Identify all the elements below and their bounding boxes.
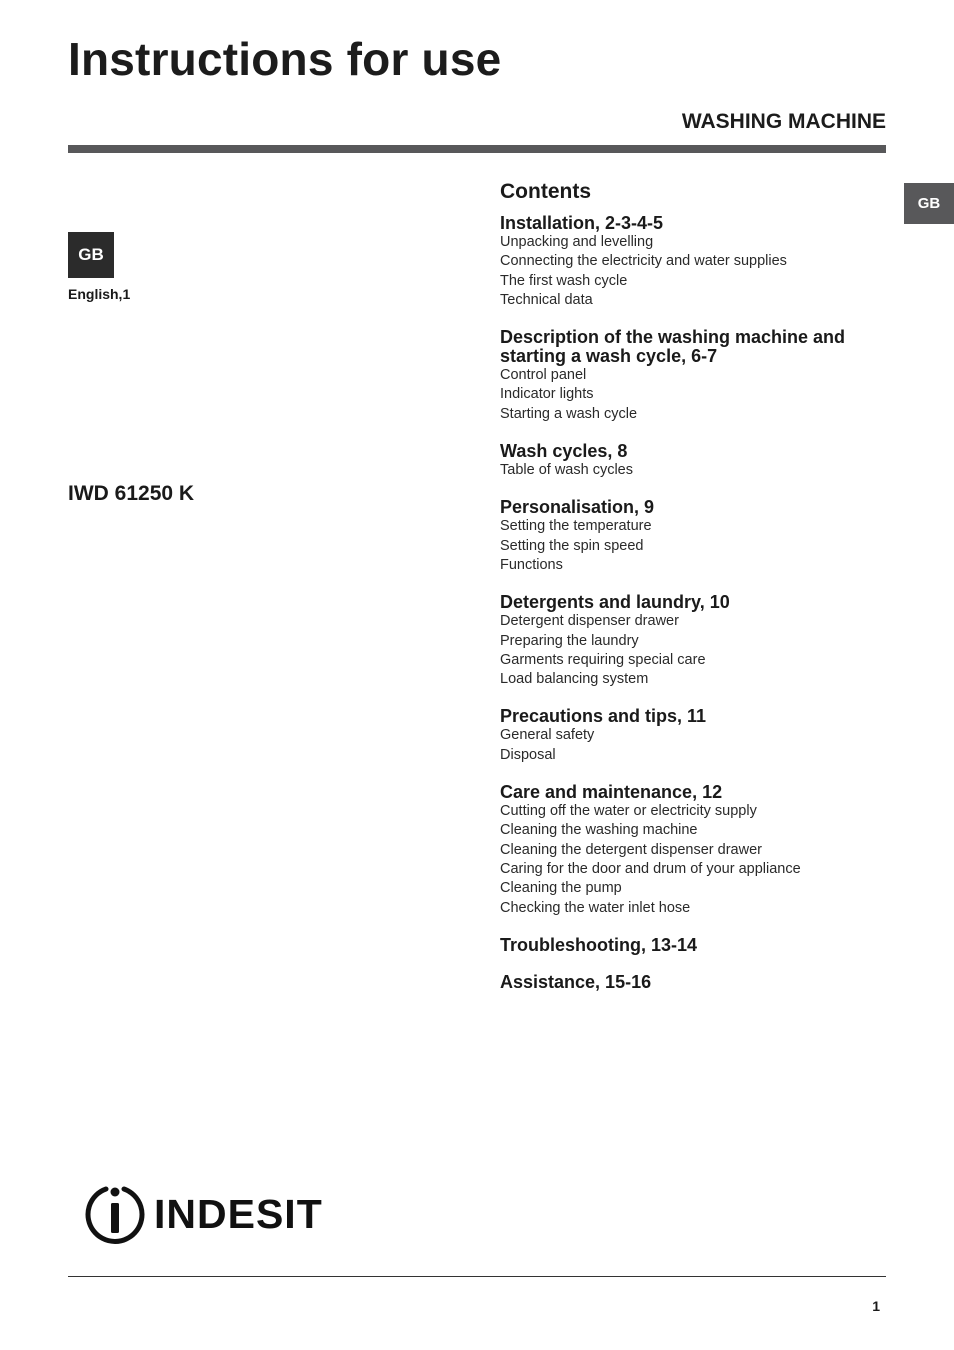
section-item: Starting a wash cycle (500, 405, 638, 422)
contents-sections (500, 214, 890, 992)
page-title: Instructions for use (68, 33, 502, 85)
section-title: Wash cycles, 8 (500, 441, 628, 462)
section-items (500, 366, 890, 424)
section-items (500, 802, 890, 918)
indesit-i-logo-icon (84, 1183, 146, 1245)
section-item: Control panel (500, 367, 587, 384)
table-of-contents (500, 180, 890, 1010)
section-item: Load balancing system (500, 671, 649, 688)
contents-heading: Contents (500, 180, 591, 203)
section-item: Cleaning the detergent dispenser drawer (500, 841, 762, 858)
section-title: Troubleshooting, 13-14 (500, 934, 698, 955)
footer-divider (68, 1276, 886, 1277)
section-item: Indicator lights (500, 386, 594, 403)
section-items (500, 233, 890, 310)
section-item: Preparing the laundry (500, 632, 639, 649)
contents-section (500, 593, 890, 689)
section-title: Detergents and laundry, 10 (500, 592, 730, 613)
section-item: Setting the spin speed (500, 537, 644, 554)
language-code-badge: GB (68, 232, 114, 278)
section-title: Description of the washing machine and starting a wash cycle, 6-7 (500, 327, 846, 367)
section-items (500, 612, 890, 689)
contents-section (500, 214, 890, 310)
section-title: Personalisation, 9 (500, 497, 655, 518)
section-item: Checking the water inlet hose (500, 899, 691, 916)
section-items (500, 726, 890, 765)
logo-wordmark: INDESIT (154, 1190, 323, 1237)
section-item: Caring for the door and drum of your appliance (500, 860, 801, 877)
document-subtitle: WASHING MACHINE (681, 110, 886, 133)
section-item: The first wash cycle (500, 272, 628, 289)
section-item: Functions (500, 556, 563, 573)
section-item: Setting the temperature (500, 518, 652, 535)
section-item: Detergent dispenser drawer (500, 613, 679, 630)
page-number: 1 (872, 1298, 880, 1314)
side-language-tab: GB (904, 183, 954, 224)
contents-section (500, 328, 890, 424)
section-title: Assistance, 15-16 (500, 971, 652, 992)
section-title: Care and maintenance, 12 (500, 782, 723, 803)
contents-section (500, 936, 890, 955)
section-item: Cutting off the water or electricity supply (500, 803, 757, 820)
language-label: English,1 (68, 286, 131, 302)
section-item: Disposal (500, 746, 556, 763)
section-item: Unpacking and levelling (500, 234, 654, 250)
section-item: Cleaning the pump (500, 880, 622, 897)
section-item: Connecting the electricity and water supplies (500, 253, 787, 270)
section-item: Cleaning the washing machine (500, 822, 698, 839)
section-item: General safety (500, 727, 595, 744)
contents-section (500, 498, 890, 575)
section-item: Garments requiring special care (500, 651, 706, 668)
contents-section (500, 783, 890, 918)
section-item: Technical data (500, 291, 593, 308)
section-items (500, 461, 890, 480)
header-divider-bar (68, 145, 886, 153)
indesit-logo (84, 1184, 323, 1244)
model-number: IWD 61250 K (68, 482, 195, 505)
section-item: Table of wash cycles (500, 462, 633, 479)
contents-section (500, 442, 890, 480)
section-items (500, 517, 890, 575)
section-title: Precautions and tips, 11 (500, 706, 707, 727)
contents-section (500, 973, 890, 992)
contents-section (500, 707, 890, 765)
section-title: Installation, 2-3-4-5 (500, 213, 664, 233)
